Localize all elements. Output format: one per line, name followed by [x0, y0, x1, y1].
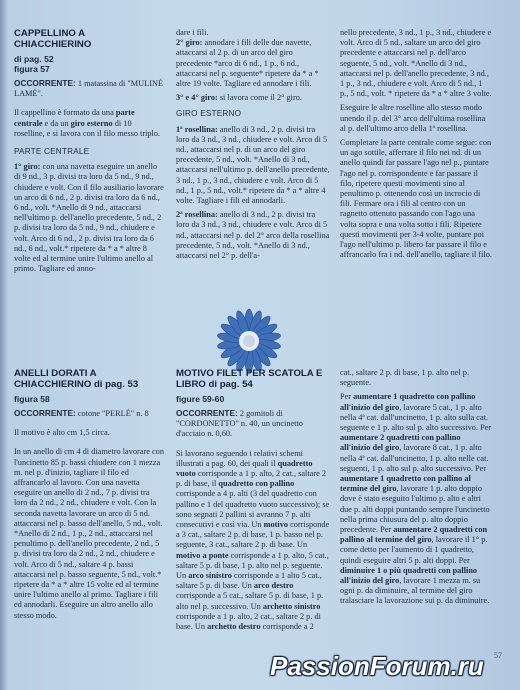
- instruction-text: anello di 3 nd., 2 p. divisi tra loro da 3 nd., 3 nd., chiudere e volt. Arco di 5 nd., attaccarsi nel p. di un arco del giro precedente, 5 nd., volt. *Anello di 3 nd., attaccarsi nell'ultimo p. dell'anello precedente, 3 nd., 1 p., 3 nd., chiudere e volt. Arco di 5 nd., 1 p., 5 nd., volt.* ripetere da * a * altre 4 volte. Tagliare i fili ed annodarli.: [176, 124, 330, 206]
- instruction-paragraph: [176, 93, 330, 103]
- instruction-paragraph: Il motivo è alto cm 1,5 circa.: [14, 428, 110, 438]
- text-run: corrisponde a 2: [260, 622, 314, 632]
- materials-label: OCCORRENTE:: [14, 408, 76, 418]
- instruction-paragraph: [14, 162, 164, 274]
- text-bold: motivo a ponte: [176, 550, 229, 560]
- text-run: , lavorare il 1° p. come detto per l'aumento di 1 quadretto, quindi eseguire altri 5 p. alti doppi. Per: [340, 535, 488, 565]
- text-bold: arco destro: [253, 581, 294, 591]
- article-cappellino-col3: [340, 28, 492, 264]
- text-bold: diminuire 1 o più quadretti con pallino all'inizio del giro: [340, 565, 478, 586]
- article-title: MOTIVO FILET PER SCATOLA E LIBRO di pag. 54: [176, 368, 323, 390]
- text-run: corrisponde a 5 cat., saltare 5 p. di base, 1 p. alto nel p. successivo. Un: [176, 591, 324, 611]
- text-run: corrisponde a 1 p. alto, 5 cat., saltare 5 p. di base, 1 p. alto nel p. seguente. Un: [176, 550, 329, 581]
- figure-ref: figure 59-60: [176, 394, 225, 404]
- article-anelli-col: [14, 368, 164, 625]
- article-filet-col: [176, 368, 330, 636]
- text-run: , lavorare 8 cat., 1 p. alto nella 4ª cat. dall'uncinetto, 1 p. alto nelle cat. seguenti, 1 p. alto sul p. alto successivo. Per: [340, 443, 489, 473]
- instruction-paragraph: [340, 392, 492, 606]
- text-run: corrisponde a 1 p. alto, 2 cat., saltare 2 p. di base, il: [176, 469, 326, 489]
- instruction-paragraph: Completare la parte centrale come segue: con un ago sottile, afferrare il filo nei nd. di un anello quindi far passare l'ago nel p., puntare l'ago nel p. corrispondente e far passare il filo, ripetere questi movimenti sino al penultimo p. ottenendo così un incrocio di fili. Fermare ora i fili al centro con un ragnetto ottenuto passando con l'ago una volta sopra e una volta sotto i fili. Ripetere questi movimenti per 3-4 volte, puntare poi l'ago nell'ultimo p. libero far passare il filo e affrancarlo fra i nd. dell'anello, tagliare il filo.: [340, 138, 493, 260]
- instruction-paragraph: [176, 449, 330, 633]
- article-title: CAPPELLINO A CHIACCHIERINO: [14, 28, 92, 50]
- text-bold: arco sinistro: [188, 571, 232, 581]
- article-cappellino-col1: [14, 28, 164, 278]
- text-run: Il cappellino è formato da una: [14, 108, 116, 118]
- rosette-label: 1ª rosellina:: [176, 124, 218, 134]
- article-title: ANELLI DORATI A CHIACCHIERINO di pag. 53: [14, 368, 139, 390]
- text-run: e da un: [42, 118, 71, 128]
- text-run: Per: [340, 392, 354, 402]
- article-ref: [14, 54, 164, 74]
- section-heading: GIRO ESTERNO: [176, 109, 242, 119]
- text-bold: parte centrale: [14, 108, 135, 128]
- page-gutter: [0, 0, 8, 690]
- article-cappellino-col2: [176, 28, 330, 265]
- instruction-paragraph: nello precedente, 3 nd., 1 p., 3 nd., chiudere e volt. Arco di 5 nd., saltare un arco del giro precedente e attaccarsi nel p. dell'arco seguente, 5 nd., volt. *Anello di 3 nd., attaccarsi nel p. dell'anello precedente, 3 nd., 1 p., 3 nd., chiudere e volt. Arco di 5 nd., 1 p., 5 nd., volt. * ripetere da * a * altre 3 volte.: [340, 28, 492, 99]
- materials-text: cotone "PERLÉ" n. 8: [75, 409, 149, 418]
- instruction-paragraph: [176, 125, 330, 207]
- round-label: 1° giro:: [14, 162, 41, 172]
- text-run: , lavorare 5 cat., 1 p. alto nella 4ª cat. dall'uncinetto, 1 p. alto sulla cat. seguente e 1 p. alto sul p. alto successivo. Per: [340, 402, 492, 433]
- flower-center-inner: [243, 335, 255, 347]
- materials-text: 2 gomitoli di "CORDONETTO" n. 40, un uncinetto d'acciaio n. 0,60.: [176, 409, 303, 439]
- text-run: Si lavorano seguendo i relativi schemi illustrati a pag. 60, dei quali il: [176, 448, 303, 468]
- text-bold: aumentare 2 quadretti con pallino all'inizio del giro: [340, 433, 461, 453]
- round-label: 2° giro:: [176, 38, 203, 48]
- text-bold: aumentare 2 quadretti con pallino al termine del giro: [340, 525, 488, 545]
- section-heading: PARTE CENTRALE: [14, 147, 90, 157]
- materials-label: OCCORRENTE:: [14, 78, 76, 88]
- tatted-flower-image: [216, 308, 282, 374]
- instruction-text: annodare i fili delle due navette, attaccarsi al 2 p. di un arco del giro precedente *arco di 6 nd., 1 p., 6 nd., attaccarsi nel p. seguente* ripetere da * a * altre 19 volte. Tagliare ed annodare i fili.: [176, 38, 319, 89]
- text-run: corrisponde a 4 p. alti (3 del quadretto con pallino e 1 del quadretto vuoto successivo); se sono segnati 2 pallini si avranno 7 p. alti consecutivi e così via. Un: [176, 489, 330, 530]
- text-run: corrisponde a 3 cat., saltare 2 p. di base, 1 p. basso nel p. seguente, 3 cat., saltare 2 p. di base. Un: [176, 520, 330, 550]
- site-watermark: PassionForum.ru: [270, 651, 484, 681]
- materials-paragraph: [176, 408, 330, 440]
- text-run: , lavorare 1 mezza m. su ogni p. da diminuire, al termine del giro tralasciare la lavorazione sui p. da diminuire.: [340, 576, 490, 606]
- figure-ref: figura 57: [14, 64, 50, 74]
- text-run: di 10 roselline, e si lavora con il filo messo triplo.: [14, 118, 161, 138]
- page-ref: di pag. 52: [14, 54, 54, 64]
- text-bold: aumentare 1 quadretto con pallino al termine del giro: [340, 474, 471, 494]
- instruction-text: si lavora come il 2° giro.: [217, 93, 302, 103]
- article-filet-col2: [340, 368, 492, 611]
- text-bold: quadretto vuoto: [176, 458, 313, 479]
- text-bold: archetto destro: [207, 622, 261, 632]
- text-bold: giro esterno: [70, 118, 113, 128]
- text-bold: archetto sinistro: [262, 601, 321, 611]
- text-run: , lavorare 1 p. alto doppio dove è stato eseguito l'ultimo p. alto e altri due p. alti doppi puntando sempre l'uncinetto nella prima chiusura del p. alto doppio precedente. Per: [340, 484, 490, 535]
- text-run: corrisponde a 1 p. alto, 2 cat., saltare 2 p. di base. Un: [176, 611, 321, 632]
- instruction-paragraph: Eseguire le altre roselline allo stesso modo unendo il p. del 3° arco dell'ultima rosellina al p. dell'ultimo arco della 1ª rosellina.: [340, 103, 486, 133]
- intro-paragraph: [14, 108, 164, 139]
- text-bold: aumentare 1 quadretto con pallino all'inizio del giro: [340, 392, 476, 412]
- instruction-paragraph: [176, 38, 330, 89]
- text-run: corrisponde a 1 alto 5 cat., saltare 5 p. di base. Un: [176, 571, 322, 591]
- materials-label: OCCORRENTE:: [176, 408, 238, 418]
- instruction-paragraph: In un anello di cm 4 di diametro lavorare con l'uncinetto 85 p. bassi chiudere con 1 mezza m. nel p. d'inizio, tagliare il filo ed affrancarlo al lavoro. Con una navetta eseguire un anello di 2 nd., 7 p. divisi tra loro da 2 nd., 2 nd., chiudere e volt. Con la seconda navetta lavorare un arco di 5 nd. attaccarsi nel p. basso dell'anello, 5 nd., volt. *Anello di 2 nd., 1 p., 2 nd., attaccarsi nel penultimo p. dell'anello precedente, 2 nd., 5 p. divisi tra loro da 2 nd., 2 nd., chiudere e volt. Arco di 5 nd., saltare 4 p. bassi attaccarsi nel p. basso seguente, 5 nd., volt.* ripetere da * a * altre 15 volte ed al termine unire l'ultimo anello al primo. Tagliare i fili ed annodarli. Eseguire un altro anello allo stesso modo.: [14, 447, 164, 620]
- instruction-paragraph: dare i fili.: [176, 28, 209, 37]
- text-bold: quadretto con pallino: [218, 479, 295, 489]
- materials-paragraph: [14, 408, 164, 419]
- text-bold: motivo: [263, 520, 288, 530]
- materials-text: 1 matassina di "MULINÉ LAMÉ".: [14, 79, 164, 99]
- page-number: 57: [494, 651, 502, 660]
- figure-ref: figura 58: [14, 394, 50, 404]
- instruction-paragraph: [176, 210, 330, 261]
- round-label: 3° e 4° giro:: [176, 93, 218, 103]
- instruction-paragraph: cat., saltare 2 p. di base, 1 p. alto nel p. seguente.: [340, 368, 470, 388]
- rosette-label: 2ª rosellina:: [176, 210, 218, 220]
- instruction-text: con una navetta eseguire un anello di 9 nd., 3 p. divisi tra loro da 5 nd., 9 nd., chiudere e volt. Con il filo ausiliario lavorare un arco di 6 nd., 2 p. divisi tra loro da 6 nd., 6 nd., volt. *Anello di 9 nd., attaccarsi nell'ultimo p. dell'anello precedente, 5 nd., 2 p. divisi tra loro da 5 nd., 9 nd., chiudere e volt. Arco di 6 nd., 2 p. divisi tra loro da 6 nd., 6 nd., volt.* ripetere da * a * altre 8 volte ed al termine unire l'ultimo anello al primo. Tagliare ed anno-: [14, 162, 164, 274]
- instruction-text: anello di 3 nd., 2 p. divisi tra loro da 3 nd., 3 nd., chiudere e volt. Arco di 5 nd., attaccarsi nel p. del 2° arco della rosellina precedente, 5 nd., volt. *Anello di 3 nd., attaccarsi nel 2° p. dell'a-: [176, 210, 330, 261]
- materials-paragraph: [14, 78, 164, 99]
